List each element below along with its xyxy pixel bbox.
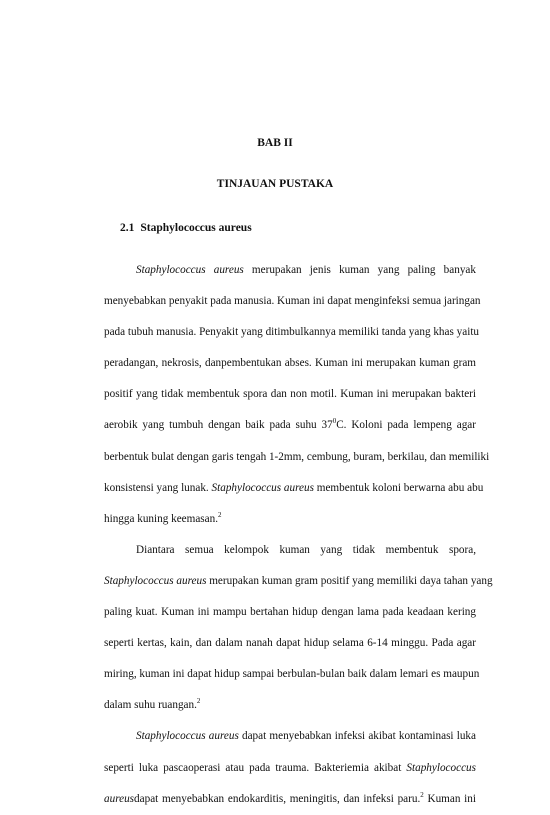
text-line: seperti luka pascaoperasi atau pada trauma. Bakteriemia akibat Staphylococcus bbox=[104, 761, 476, 774]
text-line: Staphylococcus aureus merupakan jenis kuman yang paling banyak bbox=[136, 264, 476, 276]
section-heading bbox=[120, 222, 252, 234]
text-line: aureusdapat menyebabkan endokarditis, meningitis, dan infeksi paru.$^2$ Kuman ini bbox=[104, 790, 476, 805]
text-line: pada tubuh manusia. Penyakit yang ditimbulkannya memiliki tanda yang khas yaitu bbox=[104, 326, 480, 339]
text-line: positif yang tidak membentuk spora dan non motil. Kuman ini merupakan bakteri bbox=[104, 388, 476, 401]
text-line: paling kuat. Kuman ini mampu bertahan hidup dengan lama pada keadaan kering bbox=[104, 606, 476, 619]
text-line: konsistensi yang lunak. Staphylococcus aureus membentuk koloni berwarna abu abu bbox=[104, 481, 484, 494]
text-line: aerobik yang tumbuh dengan baik pada suhu $37^0C$. Koloni pada lempeng agar bbox=[104, 417, 476, 432]
text-line: menyebabkan penyakit pada manusia. Kuman ini dapat menginfeksi semua jaringan bbox=[104, 295, 481, 308]
section-number: 2.1 bbox=[120, 222, 135, 234]
body-text bbox=[104, 255, 493, 815]
text-line: Staphylococcus aureus merupakan kuman gram positif yang memiliki daya tahan yang bbox=[104, 574, 493, 587]
citation-superscript: 2 bbox=[196, 697, 201, 706]
section-title: Staphylococcus aureus bbox=[140, 222, 252, 234]
chapter-number: BAB II bbox=[257, 137, 293, 149]
text-line: Diantara semua kelompok kuman yang tidak membentuk spora, bbox=[136, 543, 476, 556]
text-line: dalam suhu ruangan.$^2$ bbox=[104, 697, 201, 712]
text-line: peradangan, nekrosis, danpembentukan abses. Kuman ini merupakan kuman gram bbox=[104, 357, 476, 370]
text-line: Staphylococcus aureus dapat menyebabkan infeksi akibat kontaminasi luka bbox=[136, 730, 476, 743]
chapter-title: TINJAUAN PUSTAKA bbox=[216, 178, 334, 190]
citation-superscript: 2 bbox=[218, 510, 222, 519]
citation-superscript: 2 bbox=[420, 790, 424, 799]
text-line: hingga kuning keemasan.$^2$ bbox=[104, 510, 222, 525]
text-line: miring, kuman ini dapat hidup sampai berbulan-bulan baik dalam lemari es maupun bbox=[104, 668, 480, 681]
text-line: seperti kertas, kain, dan dalam nanah dapat hidup selama 6-14 minggu. Pada agar bbox=[104, 637, 476, 650]
text-line: berbentuk bulat dengan garis tengah 1-2mm, cembung, buram, berkilau, dan memiliki bbox=[104, 450, 490, 463]
